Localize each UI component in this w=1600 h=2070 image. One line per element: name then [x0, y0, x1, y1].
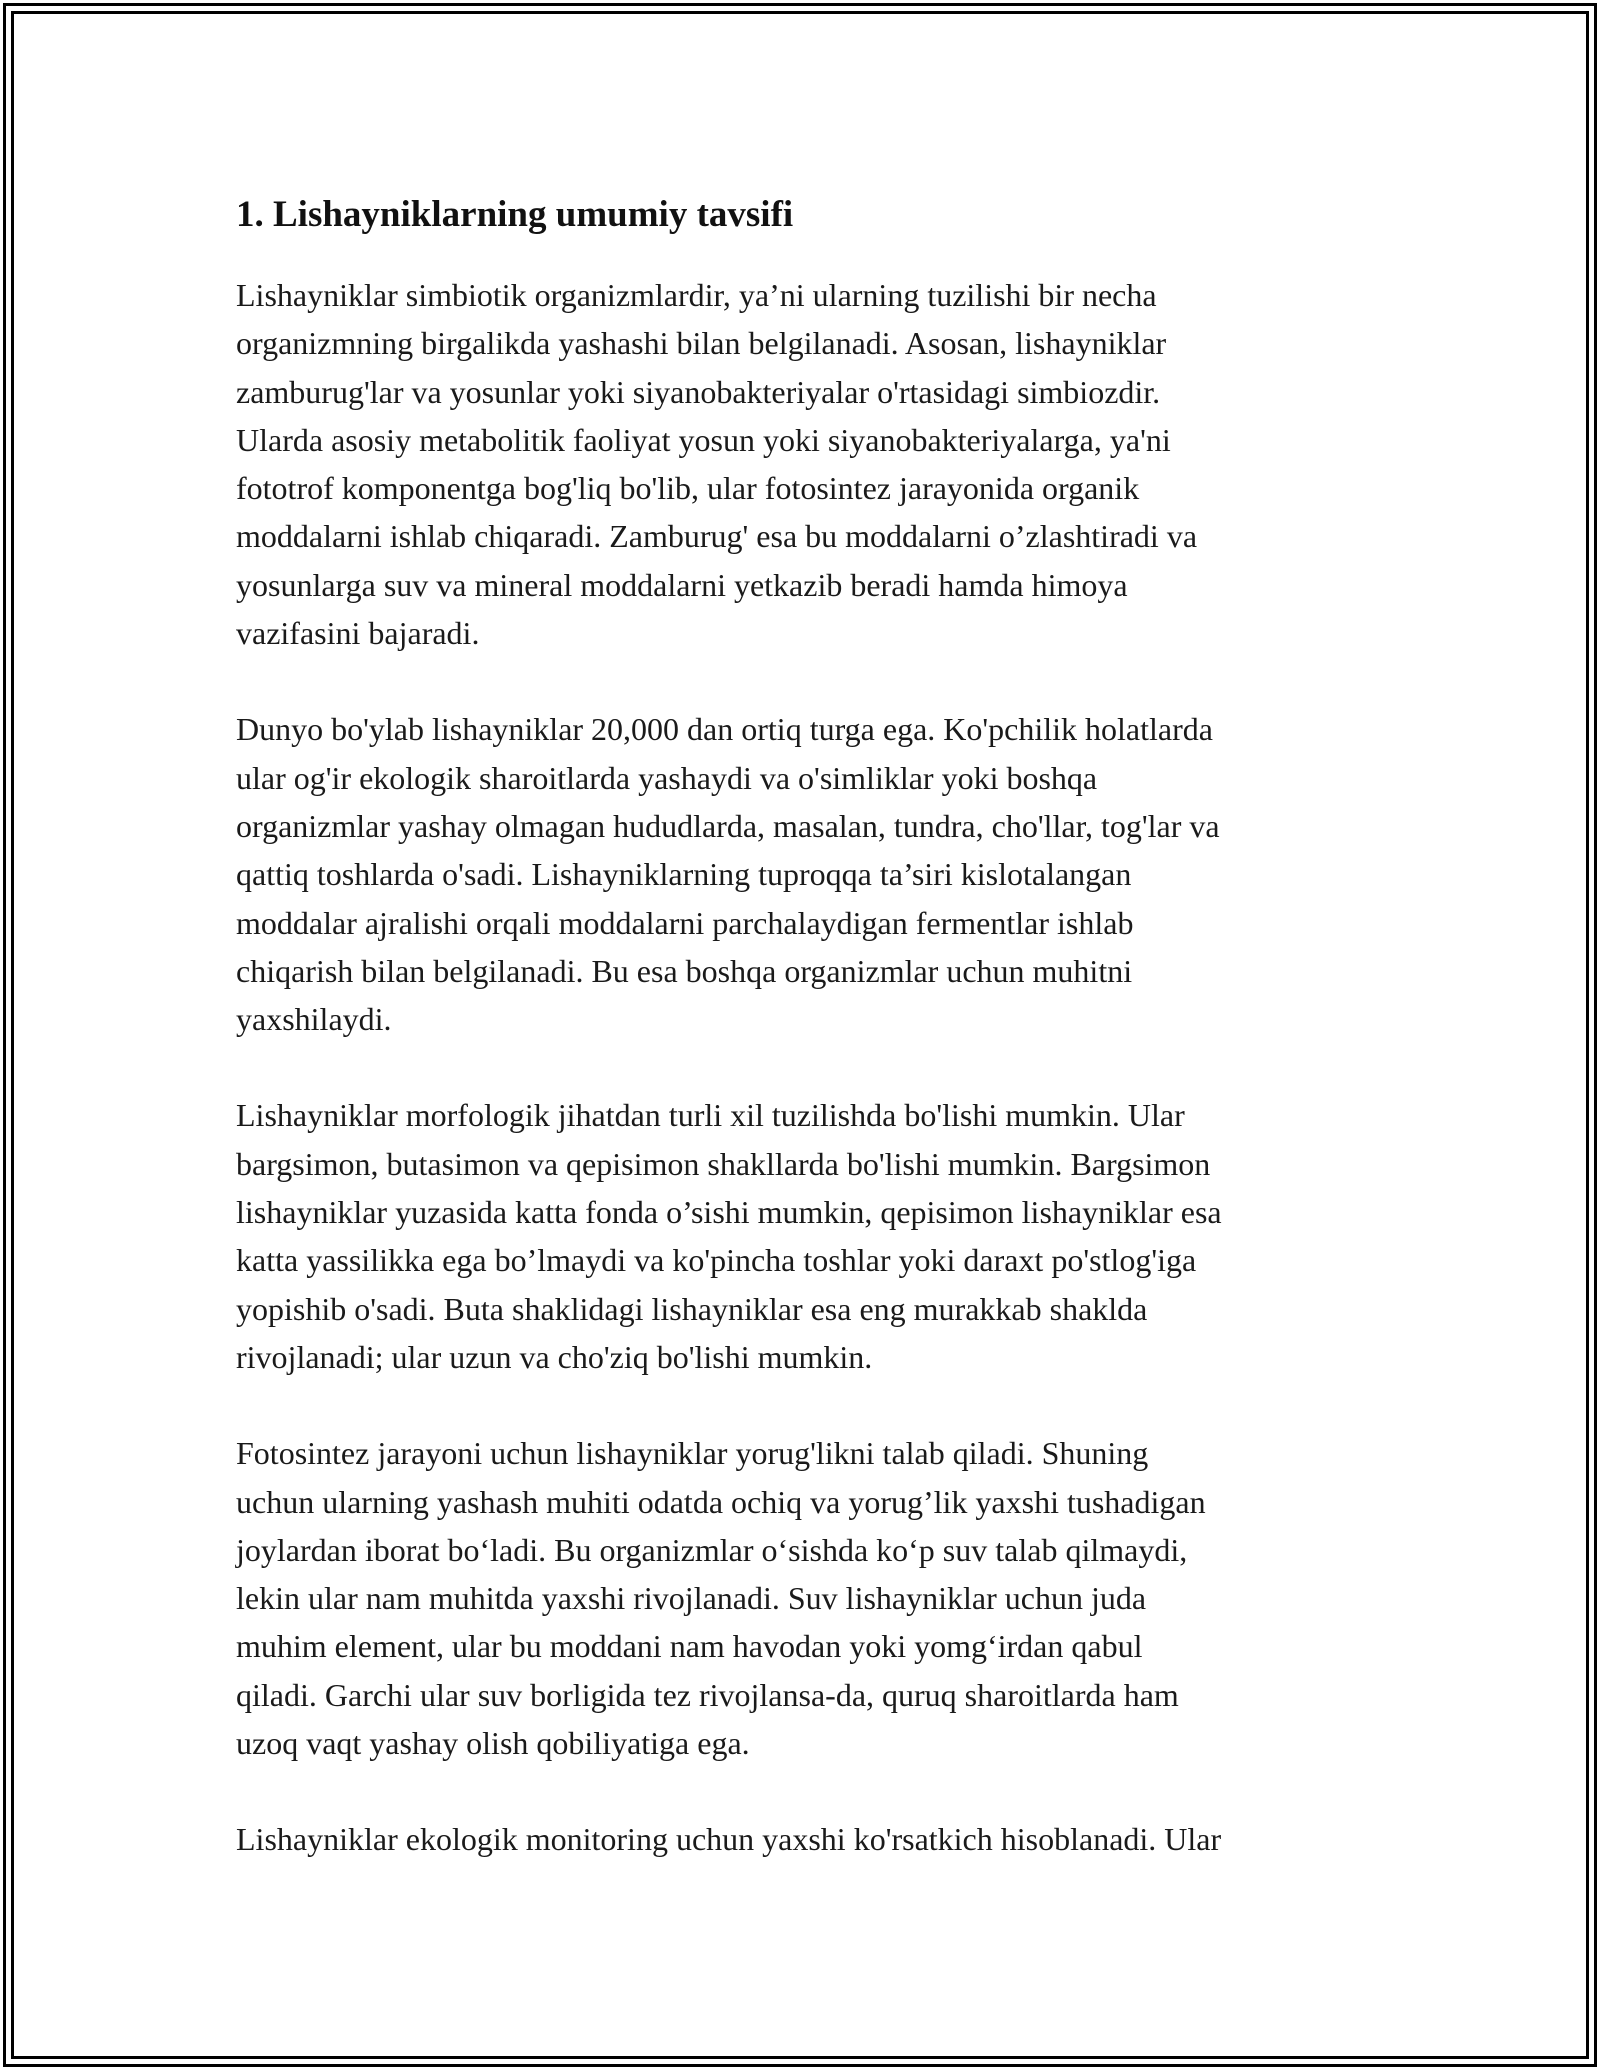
text-line: ular og'ir ekologik sharoitlarda yashaydi va o'simliklar yoki boshqa [236, 759, 1098, 796]
paragraph-3 [236, 1091, 1376, 1381]
text-line: yaxshilaydi. [236, 1001, 392, 1038]
text-line: Lishayniklar simbiotik organizmlardir, ya’ni ularning tuzilishi bir necha [236, 277, 1157, 313]
text-line: qiladi. Garchi ular suv borligida tez rivojlansa-da, quruq sharoitlarda ham [236, 1676, 1179, 1713]
paragraph-5 [236, 1815, 1376, 1863]
text-line: lishayniklar yuzasida katta fonda o’sishi mumkin, qepisimon lishayniklar esa [236, 1194, 1222, 1231]
paragraph-2 [236, 705, 1376, 1043]
text-line: muhim element, ular bu moddani nam havodan yoki yomg‘irdan qabul [236, 1628, 1143, 1665]
text-line: moddalar ajralishi orqali moddalarni parchalaydigan fermentlar ishlab [236, 904, 1134, 941]
text-line: Fotosintez jarayoni uchun lishayniklar yorug'likni talab qiladi. Shuning [236, 1435, 1149, 1472]
text-line: Lishayniklar ekologik monitoring uchun yaxshi ko'rsatkich hisoblanadi. Ular [236, 1821, 1222, 1858]
text-line: bargsimon, butasimon va qepisimon shakllarda bo'lishi mumkin. Bargsimon [236, 1145, 1211, 1182]
paragraph-4 [236, 1429, 1376, 1767]
section-heading: 1. Lishayniklarning umumiy tavsifi [236, 194, 794, 235]
text-line: lekin ular nam muhitda yaxshi rivojlanadi. Suv lishayniklar uchun juda [236, 1580, 1147, 1617]
text-line: Ularda asosiy metabolitik faoliyat yosun yoki siyanobakteriyalarga, ya'ni [236, 421, 1171, 458]
text-line: fototrof komponentga bog'liq bo'lib, ular fotosintez jarayonida organik [236, 470, 1140, 507]
text-line: organizmning birgalikda yashashi bilan belgilanadi. Asosan, lishayniklar [236, 325, 1167, 362]
text-line: organizmlar yashay olmagan hududlarda, masalan, tundra, cho'llar, tog'lar va [236, 807, 1220, 844]
document-page [236, 185, 1376, 1912]
text-line: yosunlarga suv va mineral moddalarni yetkazib beradi hamda himoya [236, 566, 1128, 603]
text-line: rivojlanadi; ular uzun va cho'ziq bo'lishi mumkin. [236, 1338, 873, 1375]
text-line: yopishib o'sadi. Buta shaklidagi lishayniklar esa eng murakkab shaklda [236, 1290, 1148, 1327]
text-line: uchun ularning yashash muhiti odatda ochiq va yorug’lik yaxshi tushadigan [236, 1483, 1206, 1520]
text-line: vazifasini bajaradi. [236, 615, 480, 652]
text-line: Lishayniklar morfologik jihatdan turli xil tuzilishda bo'lishi mumkin. Ular [236, 1097, 1185, 1134]
text-line: katta yassilikka ega bo’lmaydi va ko'pincha toshlar yoki daraxt po'stlog'iga [236, 1242, 1197, 1279]
text-line: uzoq vaqt yashay olish qobiliyatiga ega. [236, 1725, 750, 1762]
text-line: chiqarish bilan belgilanadi. Bu esa boshqa organizmlar uchun muhitni [236, 952, 1133, 989]
paragraph-1 [236, 271, 1376, 657]
text-line: zamburug'lar va yosunlar yoki siyanobakteriyalar o'rtasidagi simbiozdir. [236, 373, 1161, 410]
text-line: qattiq toshlarda o'sadi. Lishayniklarning tuproqqa ta’siri kislotalangan [236, 856, 1132, 893]
text-line: moddalarni ishlab chiqaradi. Zamburug' esa bu moddalarni o’zlashtiradi va [236, 518, 1198, 555]
text-line: joylardan iborat bo‘ladi. Bu organizmlar o‘sishda ko‘p suv talab qilmaydi, [236, 1531, 1188, 1568]
text-line: Dunyo bo'ylab lishayniklar 20,000 dan ortiq turga ega. Ko'pchilik holatlarda [236, 711, 1213, 748]
